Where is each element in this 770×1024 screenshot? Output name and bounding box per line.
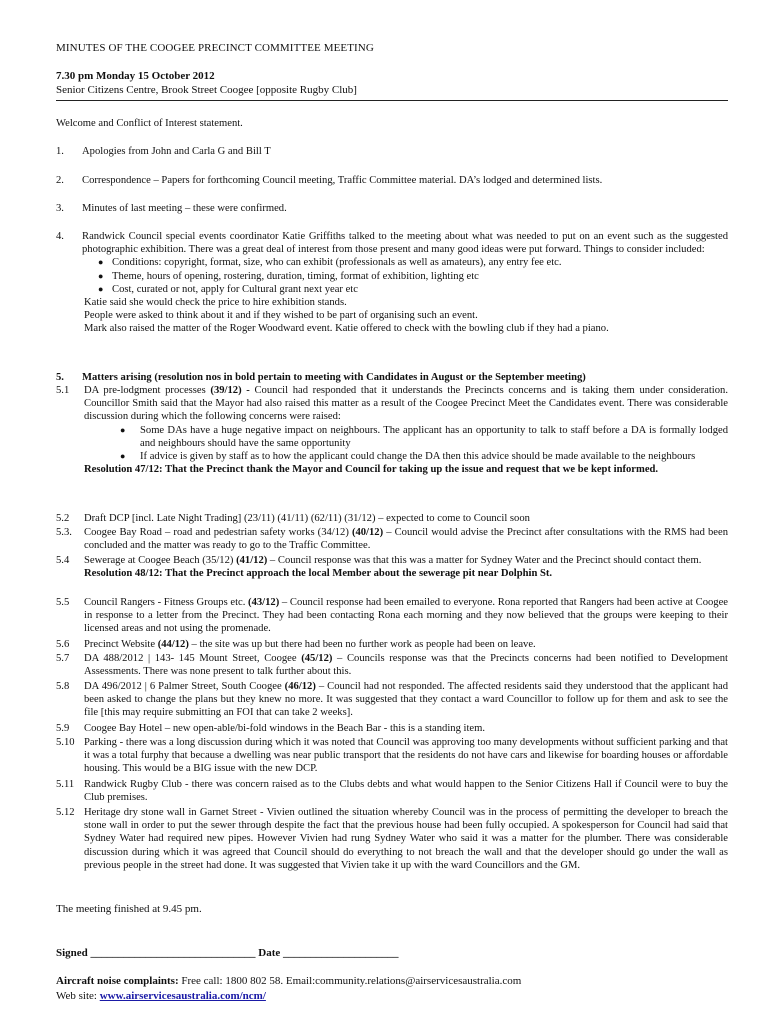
sub-item-5-11: 5.11 Randwick Rugby Club - there was concern raised as to the Clubs debts and what would happen to the Senior Citizens Hall if Council were to buy the Club premises. [56, 779, 728, 804]
item-number: 4. [56, 231, 64, 242]
list-item: ● Cost, curated or not, apply for Cultural grant next year etc [98, 283, 358, 295]
resolution-48: Resolution 48/12: That the Precinct approach the local Member about the sewerage pit near Dolphin St. [84, 568, 553, 580]
document-title: MINUTES OF THE COOGEE PRECINCT COMMITTEE MEETING [56, 42, 374, 54]
item-text: Apologies from John and Carla G and Bill T [82, 146, 271, 157]
sub-item-5-1: 5.1 DA pre-lodgment processes (39/12) - Council had responded that it understands the Precincts concerns and is taking them under consideration. Councillor Smith said that the Mayor had also raised this matter as a result of the Coogee Precinct Meet the Candidates event. There was considerable discussion during which the following concerns were raised: ● Some DAs have a huge negative impact on neighbours. The applicant has an opportunity to talk to staff before a DA is formally lodged and neighbours should have the same opportunity ● If advice is given by staff as to how the applicant could change the DA then this advice should be made available to the neighbours Resolution 47/12: That the Precinct thank the Mayor and Council for taking up the issue and request that we be kept informed. [56, 385, 728, 476]
sub-item-5-8: 5.8 DA 496/2012 | 6 Palmer Street, South Coogee (46/12) – Council had not responded. The affected residents said they understood that the applicant had been asked to change the plans but they knew no more. It was suggested that they contact a ward Councillor to follow up for them and ask to see the file [this may require submitting an FOI that can take 2 weeks]. [56, 681, 728, 719]
resolution-47: Resolution 47/12: That the Precinct thank the Mayor and Council for taking up the issue and request that we be kept informed. [84, 464, 659, 476]
item-number: 2. [56, 175, 64, 186]
sub-item-5-10: 5.10 Parking - there was a long discussion during which it was noted that Council was approving too many developments without sufficient parking and that it was a total furphy that because a dwelling was near public transport that the residents do not have cars and likewise for boarding houses or affordable housing. This would be a BIG issue with the new DCP. [56, 737, 728, 775]
list-item: ● Theme, hours of opening, rostering, duration, timing, format of exhibition, lighting etc [98, 270, 479, 282]
agenda-item-5 [56, 371, 728, 384]
list-item: ● Some DAs have a huge negative impact on neighbours. The applicant has an opportunity to talk to staff before a DA is formally lodged and neighbours should have the same opportunity [120, 424, 728, 449]
agenda-item-1 [56, 145, 728, 158]
item-heading: Matters arising (resolution nos in bold pertain to meeting with Candidates in August or the September meeting) [82, 372, 586, 383]
item-note: People were asked to think about it and if they wished to be part of organising such an event. [84, 310, 478, 322]
sub-item-5-9: 5.9 Coogee Bay Hotel – new open-able/bi-fold windows in the Beach Bar - this is a standing item. [56, 723, 486, 734]
meeting-venue: Senior Citizens Centre, Brook Street Coogee [opposite Rugby Club] [56, 84, 357, 96]
noise-contact: Free call: 1800 802 58. Email:community.relations@airservicesaustralia.com [178, 975, 522, 987]
item-number: 3. [56, 203, 64, 214]
sub-item-5-6: 5.6 Precinct Website (44/12) – the site was up but there had been no further work as people had been on leave. [56, 639, 536, 650]
bullet-icon: ● [98, 270, 104, 281]
bullet-icon: ● [98, 283, 104, 294]
sub-item-5-7: 5.7 DA 488/2012 | 143- 145 Mount Street, Coogee (45/12) – Councils response was that the Precincts concerns had been notified to Development Assessments. There was none present to talk further about this. [56, 653, 728, 678]
meeting-datetime: 7.30 pm Monday 15 October 2012 [56, 70, 215, 82]
list-item: ● If advice is given by staff as to how the applicant could change the DA then this advice should be made available to the neighbours [120, 451, 696, 463]
item-text: Randwick Council special events coordinator Katie Griffiths talked to the meeting about what was needed to put on an event such as the suggested photographic exhibition. There was a great deal of interest from those present and many good ideas were put forward. Things to consider included: [82, 231, 728, 256]
item-text: Minutes of last meeting – these were confirmed. [82, 203, 287, 214]
agenda-item-2 [56, 174, 728, 187]
item-number: 1. [56, 146, 64, 157]
sub-item-5-5: 5.5 Council Rangers - Fitness Groups etc. (43/12) – Council response had been emailed to everyone. Rona reported that Rangers had been active at Coogee in response to a letter from the Precinct. They had been contacting Rona each morning and they now believed that the groups were keeping to their licensed areas and not using the promenade. [56, 597, 728, 635]
sub-item-5-2: 5.2 Draft DCP [incl. Late Night Trading] (23/11) (41/11) (62/11) (31/12) – expected to come to Council soon [56, 513, 530, 524]
item-number: 5. [56, 372, 64, 383]
welcome-statement: Welcome and Conflict of Interest statement. [56, 118, 243, 129]
noise-complaints-line [56, 975, 521, 988]
website-line [56, 990, 266, 1003]
noise-label: Aircraft noise complaints: [56, 975, 179, 987]
signature-line: Signed ______________________________ Date _____________________ [56, 947, 399, 959]
header-divider [56, 100, 728, 101]
bullet-icon: ● [98, 257, 104, 268]
sub-item-5-3: 5.3. Coogee Bay Road – road and pedestrian safety works (34/12) (40/12) – Council would advise the Precinct after consultations with the RMS had been concluded and the matter was ready to go to the Traffic Committee. [56, 527, 728, 552]
bullet-icon: ● [120, 424, 126, 435]
bullet-icon: ● [120, 451, 126, 462]
website-label: Web site: [56, 990, 100, 1002]
meeting-finish-time: The meeting finished at 9.45 pm. [56, 903, 202, 915]
sub-item-5-12: 5.12 Heritage dry stone wall in Garnet Street - Vivien outlined the situation whereby Council was in the process of permitting the developer to breach the stone wall in order to put the sewer through despite the fact that the previous house had been fully occupied. A spokesperson for Council had said that Sydney Water had required new pipes. However Vivien had rung Sydney Water who said it was a matter for the plumber. There was considerable discussion during which it was agreed that Council should do everything to not breach the wall and that the developer should go under the wall as previous people in the street had done. It was suggested that Vivien take it up with the ward Councillors and the GM. [56, 807, 728, 871]
item-note: Mark also raised the matter of the Roger Woodward event. Katie offered to check with the bowling club if they had a piano. [84, 323, 609, 335]
sub-item-5-4: 5.4 Sewerage at Coogee Beach (35/12) (41/12) – Council response was that this was a matter for Sydney Water and the Precinct should contact them. Resolution 48/12: That the Precinct approach the local Member about the sewerage pit near Dolphin St. [56, 554, 728, 580]
agenda-item-4 [56, 230, 728, 336]
website-link[interactable]: www.airservicesaustralia.com/ncm/ [99, 990, 266, 1002]
item-text: Correspondence – Papers for forthcoming Council meeting, Traffic Committee material. DA’s lodged and determined lists. [82, 175, 603, 186]
list-item: ● Conditions: copyright, format, size, who can exhibit (professionals as well as amateurs), any entry fee etc. [98, 257, 562, 269]
item-note: Katie said she would check the price to hire exhibition stands. [84, 297, 347, 309]
agenda-item-3 [56, 202, 728, 215]
